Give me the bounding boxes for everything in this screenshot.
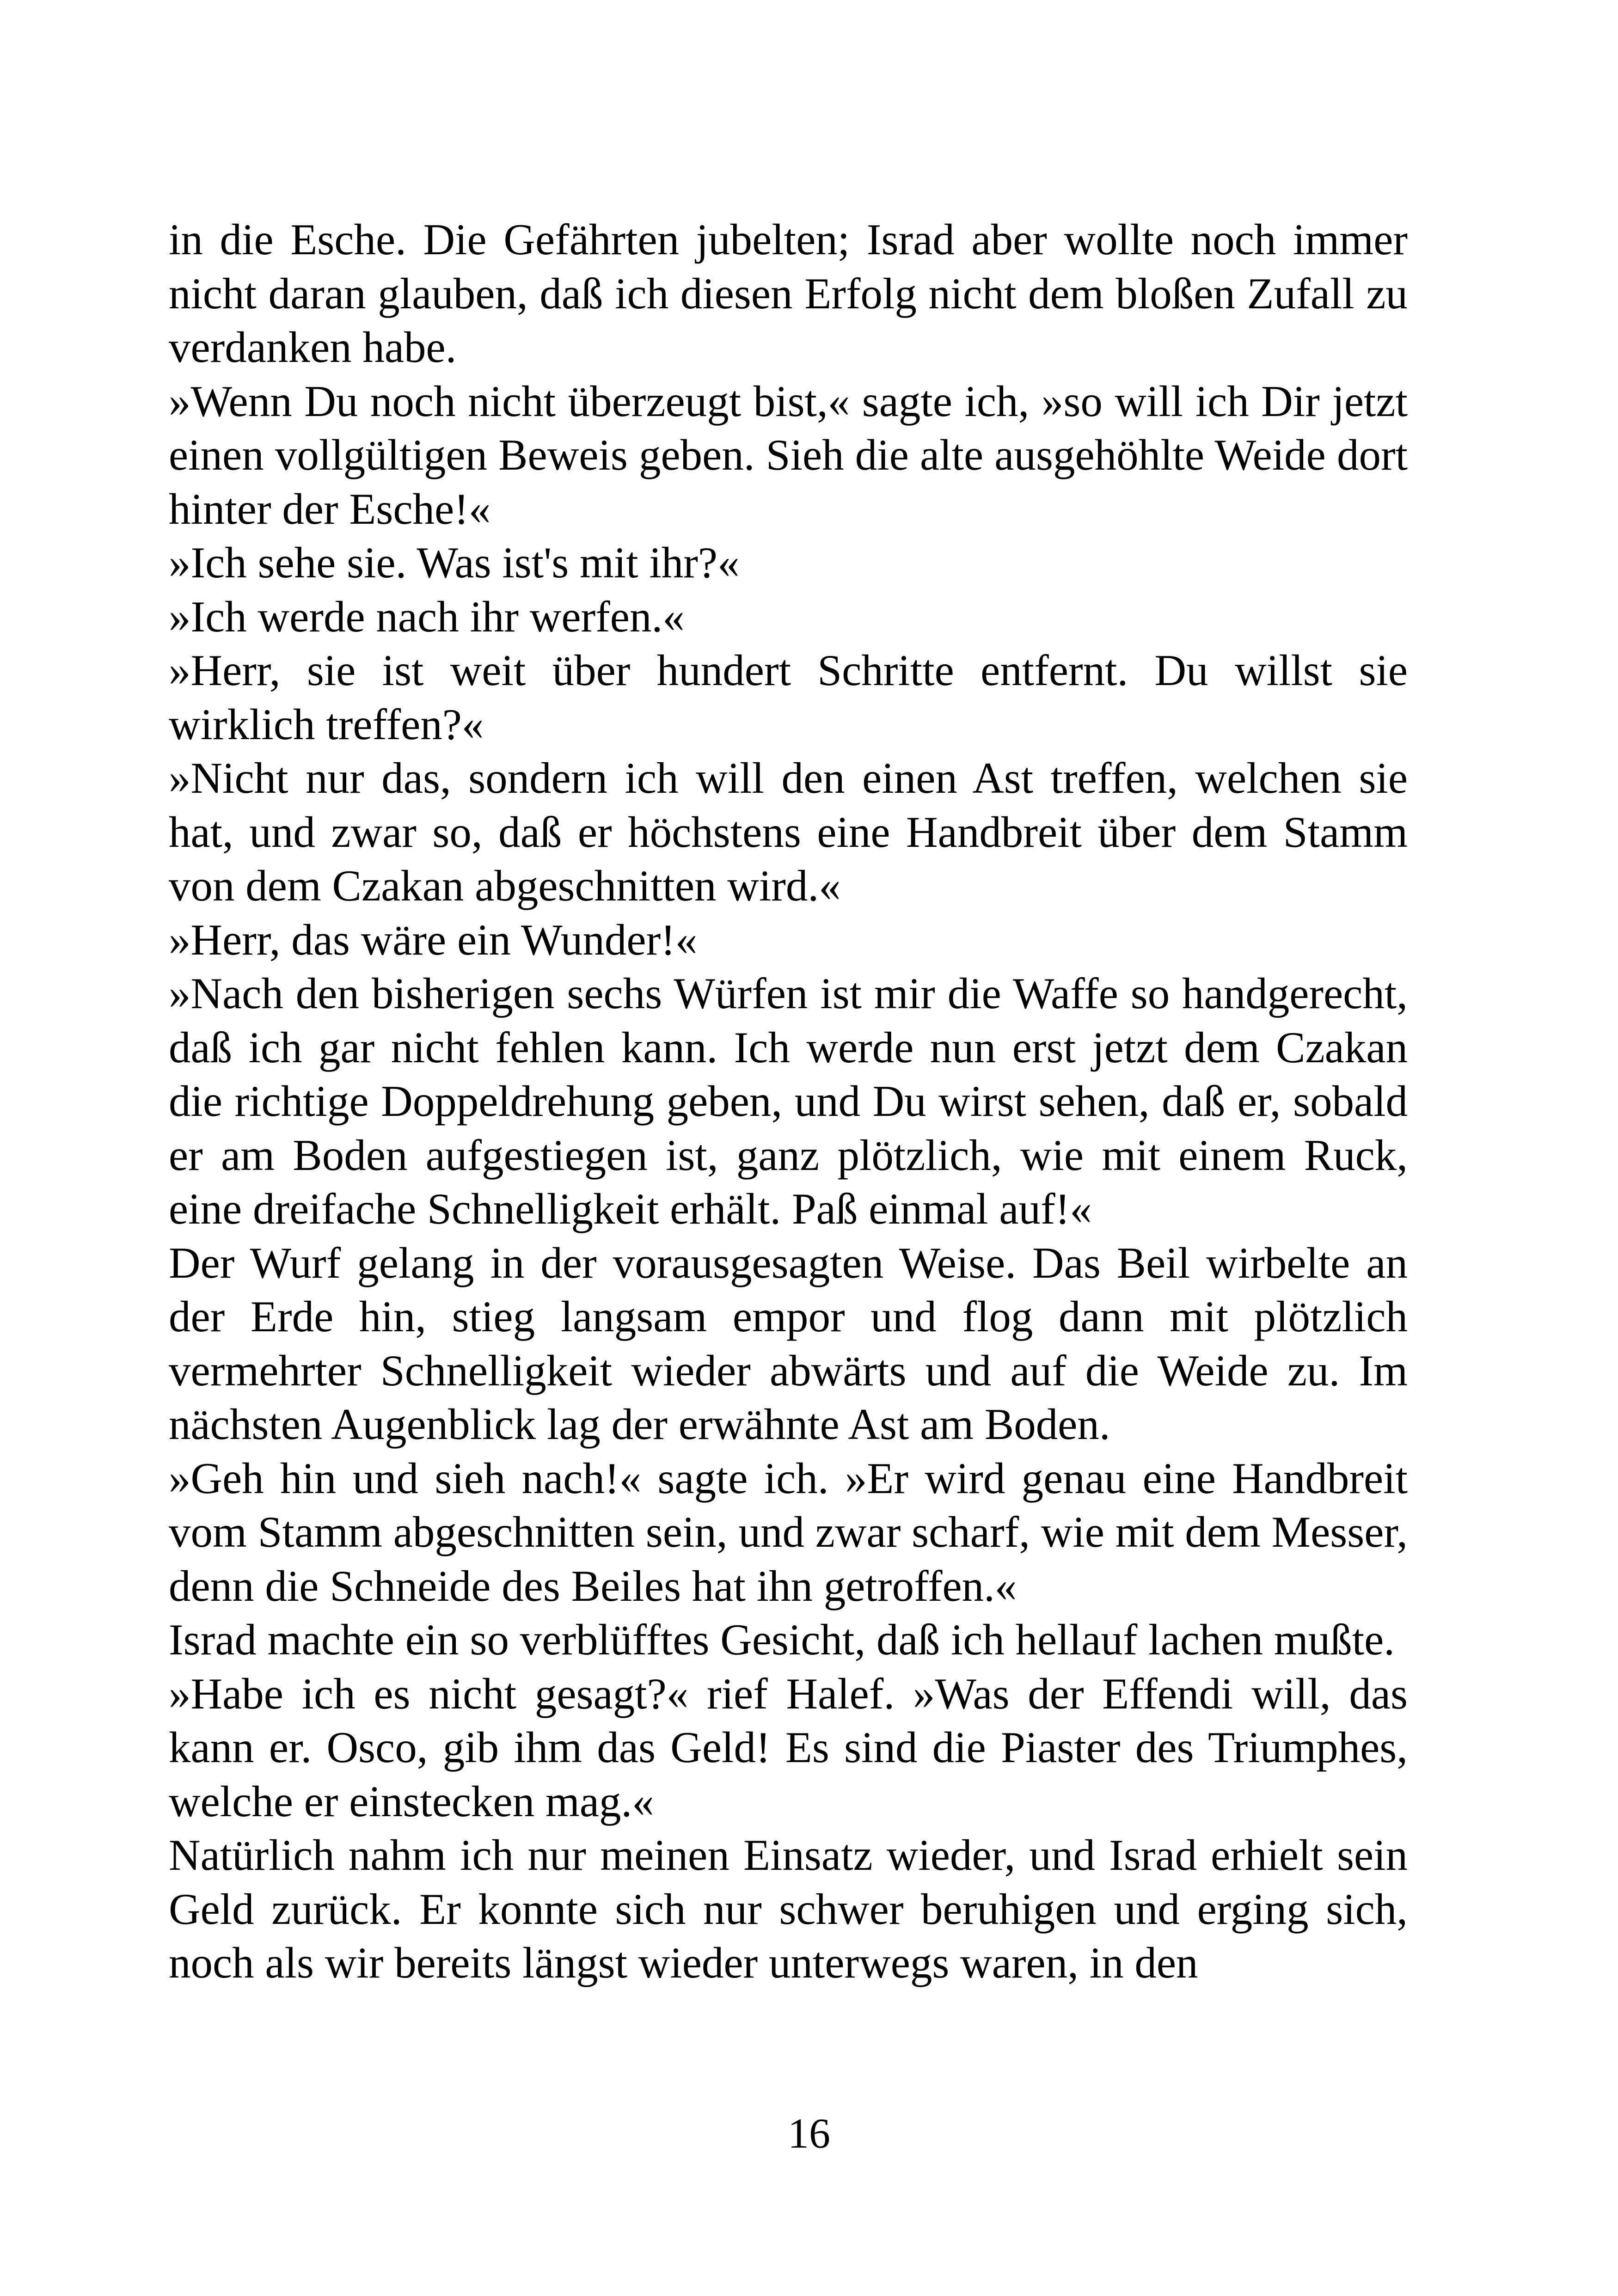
paragraph: »Herr, sie ist weit über hundert Schritte entfernt. Du willst sie wirklich treffen?«: [169, 646, 1408, 749]
paragraph: Natürlich nahm ich nur meinen Einsatz wieder, und Israd erhielt sein Geld zurück. Er konnte sich nur schwer beruhigen und erging sich, noch als wir bereits längst wieder unterwegs waren, in den: [169, 1831, 1408, 1987]
paragraph: »Geh hin und sieh nach!« sagte ich. »Er wird genau eine Handbreit vom Stamm abgeschnitten sein, und zwar scharf, wie mit dem Messer, denn die Schneide des Beiles hat ihn getroffen.«: [169, 1453, 1408, 1610]
paragraph: »Wenn Du noch nicht überzeugt bist,« sagte ich, »so will ich Dir jetzt einen vollgültigen Beweis geben. Sieh die alte ausgehöhlte Weide dort hinter der Esche!«: [169, 376, 1408, 533]
paragraph: »Herr, das wäre ein Wunder!«: [169, 915, 698, 964]
paragraph: »Ich sehe sie. Was ist's mit ihr?«: [169, 538, 740, 587]
paragraph: Der Wurf gelang in der vorausgesagten Weise. Das Beil wirbelte an der Erde hin, stieg langsam empor und flog dann mit plötzlich vermehrter Schnelligkeit wieder abwärts und auf die Weide zu. Im nächsten Augenblick lag der erwähnte Ast am Boden.: [169, 1238, 1408, 1449]
body-text: [169, 213, 1408, 1990]
paragraph: »Nicht nur das, sondern ich will den einen Ast treffen, welchen sie hat, und zwar so, daß er höchstens eine Handbreit über dem Stamm von dem Czakan abgeschnitten wird.«: [169, 753, 1408, 910]
paragraph: »Habe ich es nicht gesagt?« rief Halef. »Was der Effendi will, das kann er. Osco, gib ihm das Geld! Es sind die Piaster des Triumphes, welche er einstecken mag.«: [169, 1669, 1408, 1826]
paragraph: Israd machte ein so verblüfftes Gesicht, daß ich hellauf lachen mußte.: [169, 1615, 1395, 1664]
paragraph: »Ich werde nach ihr werfen.«: [169, 592, 685, 641]
paragraph: »Nach den bisherigen sechs Würfen ist mir die Waffe so handgerecht, daß ich gar nicht fehlen kann. Ich werde nun erst jetzt dem Czakan die richtige Doppeldrehung geben, und Du wirst sehen, daß er, sobald er am Boden aufgestiegen ist, ganz plötzlich, wie mit einem Ruck, eine dreifache Schnelligkeit erhält. Paß einmal auf!«: [169, 969, 1408, 1233]
page-number: 16: [788, 2110, 830, 2157]
paragraph: in die Esche. Die Gefährten jubelten; Israd aber wollte noch immer nicht daran glauben, daß ich diesen Erfolg nicht dem bloßen Zufall zu verdanken habe.: [169, 215, 1408, 372]
